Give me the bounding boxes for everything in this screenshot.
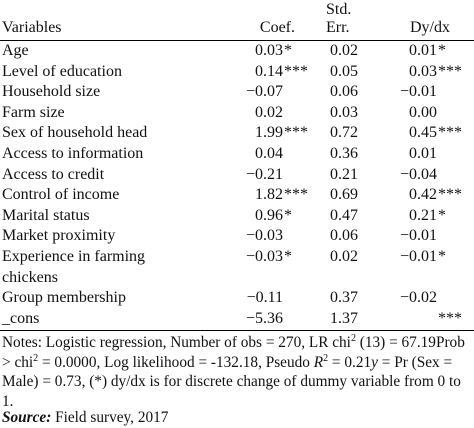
notes-r-letter: R [313, 353, 324, 371]
std-err-value: 0.06 [330, 227, 358, 245]
row-label: Household size [2, 83, 101, 101]
row-label: Market proximity [2, 227, 116, 245]
coef-value: −0.03 [245, 248, 283, 265]
std-err-value: 0.05 [330, 62, 358, 80]
notes-r-sup: 2 [323, 352, 329, 364]
dydx-value: −0.01 [399, 248, 437, 265]
coef-sig: *** [284, 186, 308, 204]
dydx-value: −0.04 [399, 165, 437, 183]
row-label: Group membership [2, 289, 126, 307]
std-err-value: 0.37 [330, 289, 358, 307]
std-err-value: 0.72 [330, 124, 358, 142]
table-notes [2, 333, 472, 411]
column-header-coef: Coef. [259, 19, 295, 36]
table-row [0, 185, 474, 206]
coef-value: 0.02 [255, 103, 283, 121]
row-label-cont: chickens [2, 268, 58, 286]
row-label: Level of education [2, 62, 122, 80]
coef-value: 1.99 [255, 124, 283, 142]
notes-text-3: = 0.0000, Log likelihood = -132.18, Pseudo [38, 353, 314, 371]
dydx-sig: *** [438, 186, 462, 204]
table-row [0, 123, 474, 144]
row-label: Control of income [2, 186, 120, 204]
std-err-value: 0.21 [330, 165, 358, 183]
row-label: Sex of household head [2, 124, 148, 142]
row-label: Experience in farming [2, 248, 146, 265]
std-err-value: 0.02 [330, 42, 358, 59]
coef-sig: *** [284, 62, 308, 80]
coef-value: 0.03 [255, 42, 283, 59]
notes-sup-1: 2 [350, 332, 356, 344]
dydx-sig: * [438, 248, 446, 265]
dydx-sig: *** [438, 62, 462, 80]
coef-sig: *** [284, 124, 308, 142]
std-err-value: 0.06 [330, 83, 358, 101]
coef-sig: * [284, 248, 292, 265]
coef-value: 0.96 [255, 206, 283, 224]
dydx-value: 0.21 [409, 206, 437, 224]
source-label: Source: [2, 409, 52, 426]
std-err-value: 0.69 [330, 186, 358, 204]
table-row [0, 144, 474, 165]
std-err-value: 0.47 [330, 206, 358, 224]
coef-value: 0.04 [255, 145, 283, 162]
dydx-value: 0.00 [409, 103, 437, 121]
std-err-value: 1.37 [330, 309, 358, 327]
coef-value: 0.14 [255, 62, 283, 80]
row-label: Farm size [2, 103, 65, 121]
dydx-value: 0.42 [409, 186, 437, 204]
row-label: _cons [2, 309, 40, 327]
column-header-std-line1: Std. [326, 1, 352, 18]
coef-value: −0.21 [245, 165, 283, 183]
std-err-value: 0.36 [330, 145, 358, 162]
source-text: Field survey, 2017 [51, 409, 169, 426]
dydx-value: 0.01 [409, 42, 437, 59]
table-row [0, 288, 474, 309]
std-err-value: 0.03 [330, 103, 358, 121]
column-header-std-line2: Err. [326, 19, 350, 36]
notes-sup-2: 2 [33, 352, 39, 364]
row-label: Access to information [2, 145, 144, 162]
dydx-value: −0.01 [399, 83, 437, 101]
coef-value: −0.11 [246, 289, 283, 307]
row-label: Age [2, 42, 29, 59]
coef-value: 1.82 [255, 186, 283, 204]
table-row [0, 226, 474, 247]
row-label: Access to credit [2, 165, 105, 183]
dydx-value: 0.03 [409, 62, 437, 80]
table-row [0, 62, 474, 83]
table-row [0, 82, 474, 103]
footer-rule [0, 330, 474, 331]
table-row [0, 103, 474, 124]
dydx-sig: * [438, 206, 446, 224]
dydx-value: −0.01 [399, 227, 437, 245]
table-row [0, 309, 474, 330]
column-header-dydx: Dy/dx [410, 19, 450, 36]
table-row [0, 41, 474, 62]
dydx-value: −0.02 [399, 289, 437, 307]
coef-value: −5.36 [245, 309, 283, 327]
table-row [0, 247, 474, 288]
table-row [0, 165, 474, 186]
coef-value: −0.07 [245, 83, 283, 101]
notes-text-4: = 0.21 [328, 353, 372, 371]
dydx-sig: *** [438, 124, 462, 142]
dydx-value: 0.45 [409, 124, 437, 142]
notes-text-5: = Pr (Sex = Male) = 0.73, (*) dy/dx is for discrete change of dummy variable from 0 to 1. [2, 353, 461, 410]
dydx-value: 0.01 [409, 145, 437, 162]
coef-sig: * [284, 42, 292, 59]
std-err-value: 0.02 [330, 248, 358, 265]
source-line [2, 408, 168, 428]
notes-y-letter: y [371, 353, 378, 371]
notes-text-1: Notes: Logistic regression, Number of obs = 270, LR chi [2, 334, 351, 351]
dydx-sig: *** [438, 309, 462, 327]
table-row [0, 206, 474, 227]
row-label: Marital status [2, 206, 90, 224]
column-header-variables: Variables [2, 19, 62, 36]
dydx-sig: * [438, 42, 446, 59]
coef-sig: * [284, 206, 292, 224]
notes-text-2: (13) = 67.19Prob > chi [2, 334, 465, 371]
coef-value: −0.03 [245, 227, 283, 245]
